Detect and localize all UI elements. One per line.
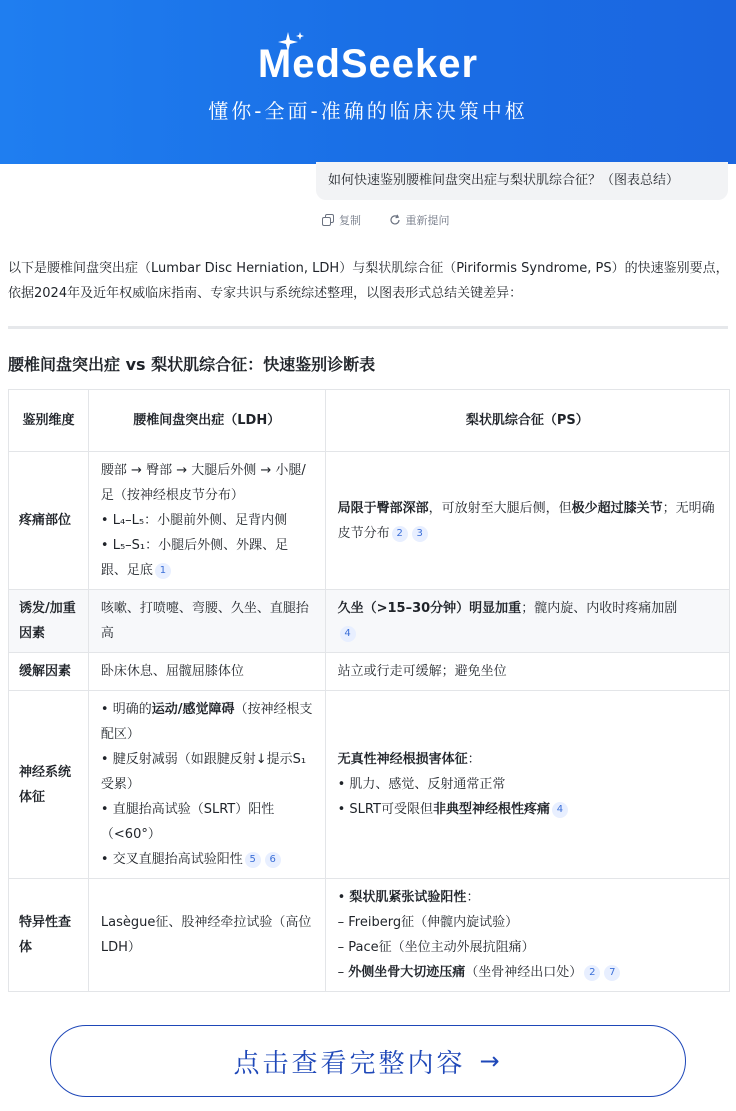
table-row: [9, 653, 730, 691]
arrow-right-icon: →: [479, 1047, 503, 1075]
list-item: • 腱反射减弱（如跟腱反射↓提示S₁受累）: [100, 752, 307, 792]
ps-neuro-colon: ：: [467, 752, 481, 767]
ldh-neuro-l3: 直腿抬高试验（SLRT）阳性（<60°）: [100, 802, 275, 842]
table-row: [9, 452, 730, 590]
answer-intro: 以下是腰椎间盘突出症（Lumbar Disc Herniation, LDH）与梨状肌综合征（Piriformis Syndrome, PS）的快速鉴别要点，依据2024年及近年权威临床指南、专家共识与系统综述整理，以图表形式总结关键差异：: [8, 261, 729, 301]
brand-logo: MedSeeker: [257, 42, 479, 86]
section-title: 腰椎间盘突出症 vs 梨状肌综合征：快速鉴别诊断表: [8, 355, 376, 374]
ps-neuro-b1: 肌力、感觉、反射通常正常: [349, 777, 506, 792]
ldh-relief-cell: 卧床休息、屈髋屈膝体位: [88, 653, 325, 691]
ps-exam-l3-bold: 外侧坐骨大切迹压痛: [348, 965, 466, 980]
ps-exam-head-bold: 梨状肌紧张试验阳性: [349, 890, 467, 905]
table-row: [9, 879, 730, 992]
ps-pain-text2: ；无明确皮节分布: [337, 500, 715, 541]
ps-trigger-cell: [325, 590, 729, 653]
dim-pain-location: 疼痛部位: [9, 452, 89, 590]
table-row: [9, 590, 730, 653]
cta-label: 点击查看完整内容: [233, 1048, 466, 1079]
table-header-row: [9, 390, 730, 452]
citation-badge[interactable]: 1: [155, 563, 171, 579]
citation-badge[interactable]: 4: [552, 802, 568, 818]
ldh-neuro-l1-pre: 明确的: [112, 702, 152, 717]
citation-badge[interactable]: 5: [245, 852, 261, 868]
ps-exam-colon: ：: [466, 890, 480, 905]
list-item: • L₅–S₁：小腿后外侧、外踝、足跟、足底 1: [100, 538, 289, 578]
dim-special-exam: 特异性查体: [9, 879, 89, 992]
copy-button[interactable]: [322, 212, 361, 228]
view-full-content-button[interactable]: [50, 1025, 686, 1097]
ps-trigger-bold: 久坐（>15–30分钟）明显加重: [337, 601, 522, 616]
ldh-neuro-l1-post: （按神经根支配区）: [100, 702, 313, 742]
brand-banner: [0, 0, 736, 164]
list-item: • 肌力、感觉、反射通常正常: [337, 777, 506, 792]
regenerate-label: 重新提问: [405, 214, 450, 227]
ps-neuro-head: [338, 747, 717, 772]
list-item: – 外侧坐骨大切迹压痛（坐骨神经出口处） 2 7: [338, 960, 717, 985]
refresh-icon: [389, 214, 401, 226]
ps-pain-bold2: 极少超过膝关节: [571, 500, 663, 516]
header-dimension: 鉴别维度: [9, 390, 89, 452]
dim-relief: 缓解因素: [9, 653, 89, 691]
citation-badge[interactable]: 4: [340, 626, 356, 642]
message-actions: [322, 212, 474, 229]
ps-pain-text1: ，可放射至大腿后侧，但: [428, 500, 572, 516]
ldh-neuro-l1-bold: 运动/感觉障碍: [151, 702, 235, 717]
ps-exam-l3-text: （坐骨神经出口处）: [465, 965, 583, 980]
ldh-pain-l5s1: L₅–S₁：小腿后外侧、外踝、足跟、足底: [100, 538, 289, 578]
citation-badge[interactable]: 3: [412, 526, 428, 542]
ps-neuro-b2-pre: SLRT可受限但: [349, 802, 433, 817]
regenerate-button[interactable]: [389, 212, 450, 228]
list-item: – Pace征（坐位主动外展抗阻痛）: [337, 940, 535, 955]
ps-trigger-text: ；髋内旋、内收时疼痛加剧: [521, 601, 678, 616]
ldh-pain-l4l5: L₄–L₅：小腿前外侧、足背内侧: [112, 513, 288, 528]
ldh-pain-main: 腰部 → 臀部 → 大腿后外侧 → 小腿/足（按神经根皮节分布）: [100, 463, 306, 503]
ldh-trigger-cell: 咳嗽、打喷嚏、弯腰、久坐、直腿抬高: [88, 590, 325, 653]
list-item: • 明确的运动/感觉障碍（按神经根支配区）: [100, 702, 313, 742]
comparison-table: [8, 389, 730, 992]
header-ps: 梨状肌综合征（PS）: [325, 390, 729, 452]
ldh-neuro-l4: 交叉直腿抬高试验阳性: [112, 852, 243, 867]
copy-icon: [322, 214, 334, 226]
citation-badge[interactable]: 7: [604, 965, 620, 981]
ldh-exam-cell: Lasègue征、股神经牵拉试验（高位LDH）: [88, 879, 325, 992]
brand-tagline: 懂你-全面-准确的临床决策中枢: [208, 99, 528, 123]
table-row: [9, 691, 730, 879]
ps-pain-bold1: 局限于臀部深部: [337, 500, 429, 516]
list-item: • 交叉直腿抬高试验阳性 5 6: [101, 847, 313, 872]
header-ldh: 腰椎间盘突出症（LDH）: [88, 390, 325, 452]
ps-exam-cell: [325, 879, 729, 992]
ldh-neuro-cell: [88, 691, 325, 879]
ps-relief-cell: 站立或行走可缓解；避免坐位: [325, 653, 729, 691]
ps-neuro-head-bold: 无真性神经根损害体征: [337, 752, 468, 767]
ps-exam-l1: Freiberg征（伸髋内旋试验）: [348, 915, 519, 930]
ps-exam-head: • 梨状肌紧张试验阳性：: [337, 890, 480, 905]
ldh-pain-cell: [88, 452, 325, 590]
list-item: • SLRT可受限但非典型神经根性疼痛 4: [338, 797, 717, 822]
citation-badge[interactable]: 6: [265, 852, 281, 868]
divider: [8, 326, 728, 329]
dim-triggers: 诱发/加重因素: [9, 590, 89, 653]
ps-pain-cell: [325, 452, 729, 590]
copy-label: 复制: [339, 214, 361, 227]
list-item: • L₄–L₅：小腿前外侧、足背内侧: [100, 513, 288, 528]
citation-badge[interactable]: 2: [392, 526, 408, 542]
ps-neuro-b2-bold: 非典型神经根性疼痛: [432, 802, 550, 817]
user-question-bubble: 如何快速鉴别腰椎间盘突出症与梨状肌综合征？（图表总结）: [316, 162, 728, 200]
dim-neuro-signs: 神经系统体征: [9, 691, 89, 879]
ldh-neuro-l2: 腱反射减弱（如跟腱反射↓提示S₁受累）: [100, 752, 307, 792]
list-item: – Freiberg征（伸髋内旋试验）: [337, 915, 519, 930]
ps-exam-l2: Pace征（坐位主动外展抗阻痛）: [348, 940, 535, 955]
ps-neuro-cell: [325, 691, 729, 879]
list-item: • 直腿抬高试验（SLRT）阳性（<60°）: [100, 802, 275, 842]
citation-badge[interactable]: 2: [584, 965, 600, 981]
